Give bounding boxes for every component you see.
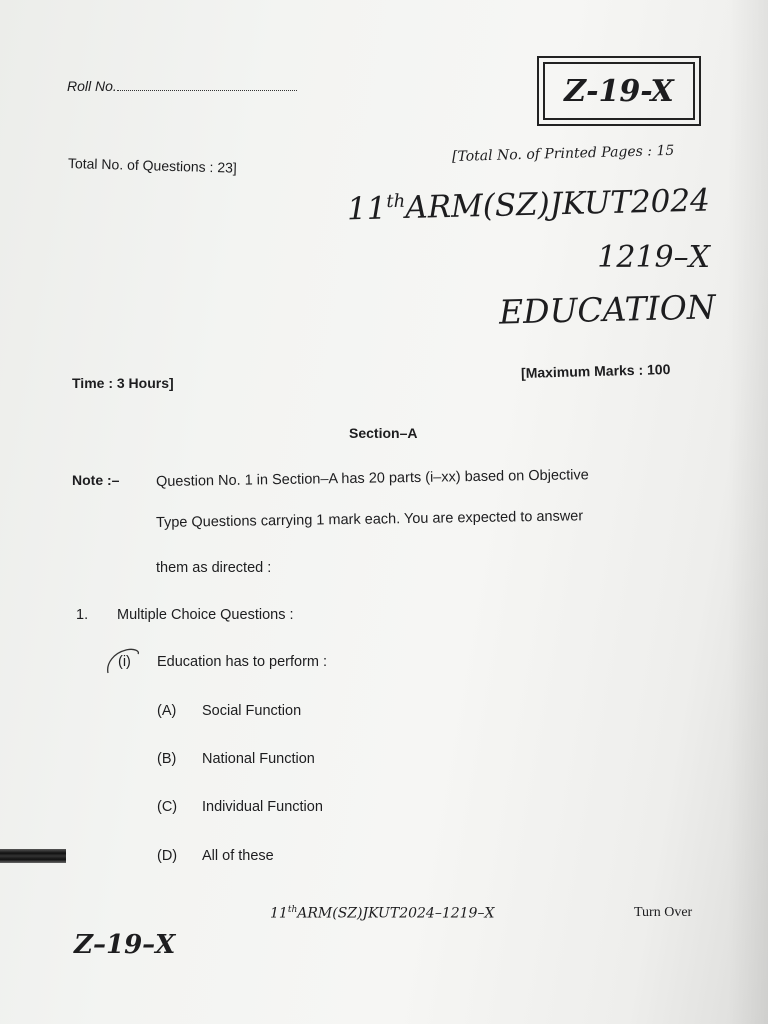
sub-question-text: Education has to perform : — [157, 654, 328, 670]
option-text: Social Function — [202, 703, 302, 719]
section-title: Section–A — [349, 425, 418, 441]
exam-code-heading — [347, 183, 711, 228]
footer-code-rest: ARM(SZ)JKUT2024–1219–X — [297, 905, 495, 922]
option-text: National Function — [202, 751, 315, 767]
roll-label: Roll No. — [67, 78, 117, 94]
exam-code-prefix: 11 — [346, 190, 388, 228]
total-questions: Total No. of Questions : 23] — [67, 155, 238, 176]
footer-exam-code — [270, 905, 494, 922]
paper-number: 1219–X — [597, 240, 710, 275]
option-text: Individual Function — [202, 799, 323, 815]
total-pages: [Total No. of Printed Pages : 15 — [451, 142, 675, 165]
time-allowed: Time : 3 Hours] — [72, 375, 174, 391]
sub-question-number: (i) — [118, 654, 131, 670]
turn-over-label: Turn Over — [634, 905, 693, 920]
footer-code-sup: th — [287, 905, 298, 915]
roll-number-field — [67, 78, 297, 94]
note-line: Question No. 1 in Section–A has 20 parts (i–xx) based on Objective — [155, 467, 589, 490]
paper-code: Z-19-X — [543, 62, 695, 120]
note-line: Type Questions carrying 1 mark each. You are expected to answer — [155, 508, 584, 531]
note-label: Note :– — [72, 472, 120, 488]
option-label: (C) — [157, 799, 178, 815]
footer-paper-code: Z–19–X — [74, 930, 176, 960]
exam-code-text: ARM(SZ)JKUT2024 — [404, 182, 711, 227]
exam-code-sup: th — [386, 190, 406, 213]
subject-title: EDUCATION — [498, 287, 717, 332]
option-label: (D) — [157, 848, 178, 864]
footer-code-prefix: 11 — [270, 905, 288, 922]
option-label: (B) — [157, 751, 177, 767]
note-line: them as directed : — [156, 560, 272, 576]
maximum-marks: [Maximum Marks : 100 — [520, 361, 671, 381]
question-heading: Multiple Choice Questions : — [117, 607, 294, 623]
paper-code-box — [537, 56, 701, 126]
roll-number-blank — [117, 78, 297, 91]
option-text: All of these — [202, 848, 274, 864]
binding-bar — [0, 849, 66, 863]
question-number: 1. — [76, 607, 89, 623]
option-label: (A) — [157, 703, 177, 719]
